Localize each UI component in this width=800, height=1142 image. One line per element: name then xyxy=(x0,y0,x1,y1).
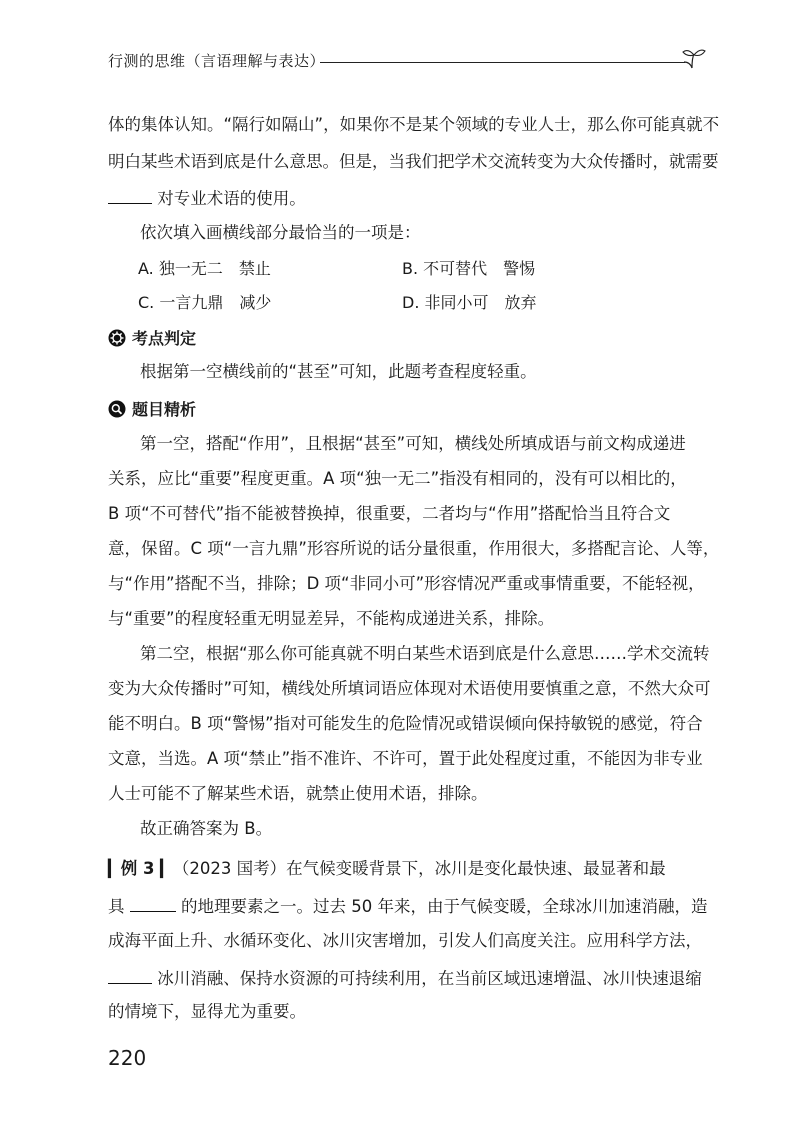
analysis-line: 人士可能不了解某些术语，就禁止使用术语，排除。 xyxy=(108,784,488,803)
example3-line: 成海平面上升、水循环变化、冰川灾害增加，引发人们高度关注。应用科学方法， xyxy=(108,931,702,950)
running-header-title: 行测的思维（言语理解与表达） xyxy=(108,52,326,70)
body-line-with-blank xyxy=(108,189,306,208)
question-prompt: 依次填入画横线部分最恰当的一项是： xyxy=(140,223,421,242)
example3-line xyxy=(108,969,702,988)
analysis-line: 第一空，搭配“作用”，且根据“甚至”可知，横线处所填成语与前文构成递进 xyxy=(140,434,686,453)
analysis-line: 与“重要”的程度轻重无明显差异，不能构成递进关系，排除。 xyxy=(108,609,555,628)
kaodian-text: 根据第一空横线前的“甚至”可知，此题考查程度轻重。 xyxy=(140,362,537,381)
option-c: C. 一言九鼎 减少 xyxy=(138,293,272,312)
kaodian-heading xyxy=(108,329,196,347)
page-number: 220 xyxy=(108,1046,147,1070)
fill-blank xyxy=(108,969,152,984)
example3-tag-marker-right: ▎ xyxy=(154,859,173,878)
header-rule xyxy=(320,62,685,63)
example3-tag: 例 3 xyxy=(120,859,155,878)
option-b: B. 不可替代 警惕 xyxy=(402,259,536,278)
option-a: A. 独一无二 禁止 xyxy=(138,259,271,278)
analysis-line: 文意，当选。A 项“禁止”指不准许、不许可，置于此处程度过重，不能因为非专业 xyxy=(108,749,703,768)
example3-text: 冰川消融、保持水资源的可持续利用，在当前区域迅速增温、冰川快速退缩 xyxy=(157,969,702,988)
option-d: D. 非同小可 放弃 xyxy=(402,293,537,312)
analysis-line: 变为大众传播时”可知，横线处所填词语应体现对术语使用要慎重之意，不然大众可 xyxy=(108,679,711,698)
sprout-icon xyxy=(680,46,706,72)
example3-line xyxy=(108,861,666,878)
example3-line: 的情境下，显得尤为重要。 xyxy=(108,1002,306,1021)
analysis-line: 意，保留。C 项“一言九鼎”形容所说的话分量很重，作用很大，多搭配言论、人等， xyxy=(108,539,720,558)
kaodian-heading-text: 考点判定 xyxy=(132,329,197,348)
analysis-line: 与“作用”搭配不当，排除；D 项“非同小可”形容情况严重或事情重要，不能轻视， xyxy=(108,574,705,593)
jingxi-heading-text: 题目精析 xyxy=(132,400,197,419)
example3-text: 具 xyxy=(108,897,125,916)
gear-icon xyxy=(108,329,126,347)
body-line: 体的集体认知。“隔行如隔山”，如果你不是某个领域的专业人士，那么你可能真就不 xyxy=(108,115,720,134)
analysis-line: 能不明白。B 项“警惕”指对可能发生的危险情况或错误倾向保持敏锐的感觉，符合 xyxy=(108,714,703,733)
example3-tag-marker-left: ▎ xyxy=(108,859,121,878)
answer-line: 故正确答案为 B。 xyxy=(140,819,273,838)
analysis-line: B 项“不可替代”指不能被替换掉，很重要，二者均与“作用”搭配恰当且符合文 xyxy=(108,504,671,523)
analysis-line: 第二空，根据“那么你可能真就不明白某些术语到底是什么意思……学术交流转 xyxy=(140,644,710,663)
example3-source: （2023 国考） xyxy=(172,859,287,878)
fill-blank xyxy=(130,897,176,912)
body-line-text: 对专业术语的使用。 xyxy=(157,189,306,208)
running-header xyxy=(108,46,708,74)
example3-line xyxy=(108,897,708,916)
fill-blank xyxy=(108,189,152,204)
example3-text: 的地理要素之一。过去 50 年来，由于气候变暖，全球冰川加速消融，造 xyxy=(181,897,708,916)
magnifier-icon xyxy=(108,400,126,418)
example3-text: 在气候变暖背景下，冰川是变化最快速、最显著和最 xyxy=(286,859,666,878)
jingxi-heading xyxy=(108,400,196,418)
analysis-line: 关系，应比“重要”程度更重。A 项“独一无二”指没有相同的，没有可以相比的， xyxy=(108,469,687,488)
body-line: 明白某些术语到底是什么意思。但是，当我们把学术交流转变为大众传播时，就需要 xyxy=(108,152,719,171)
